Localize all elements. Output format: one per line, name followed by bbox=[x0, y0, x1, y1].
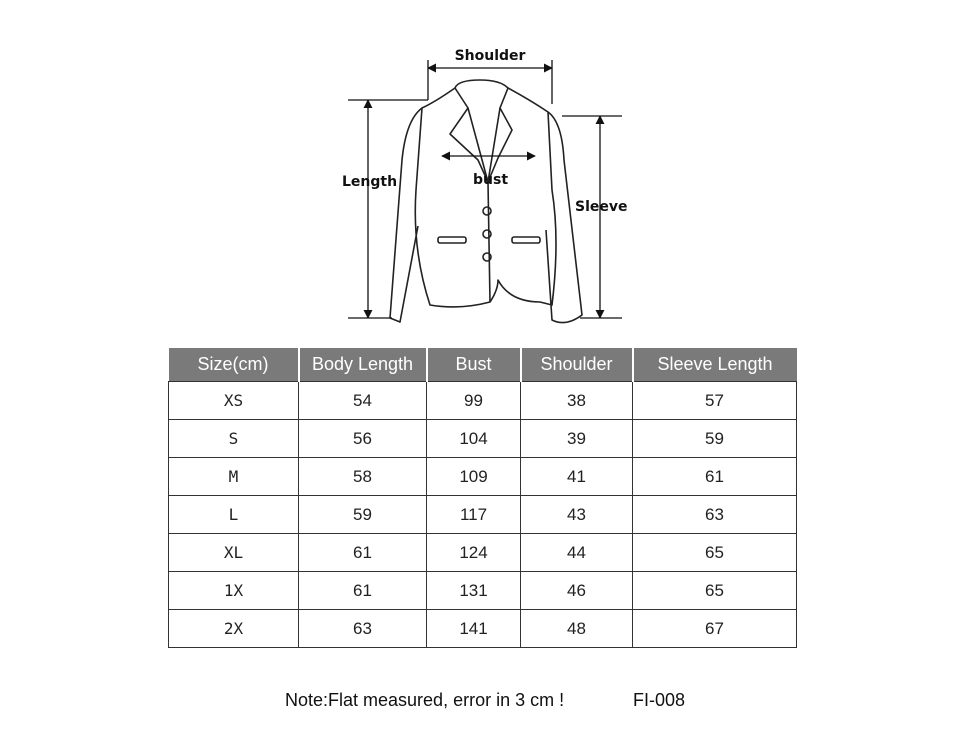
bust-label: bust bbox=[473, 172, 509, 188]
bust-cell: 141 bbox=[427, 610, 521, 648]
table-row bbox=[169, 496, 797, 534]
body-length-cell: 59 bbox=[299, 496, 427, 534]
bust-cell: 109 bbox=[427, 458, 521, 496]
sleeve-length-cell: 63 bbox=[633, 496, 797, 534]
bust-cell: 124 bbox=[427, 534, 521, 572]
measurement-note: Note:Flat measured, error in 3 cm ! bbox=[285, 690, 565, 710]
size-cell: XL bbox=[169, 534, 299, 572]
shoulder-cell: 41 bbox=[521, 458, 633, 496]
body-length-cell: 61 bbox=[299, 572, 427, 610]
table-row bbox=[169, 610, 797, 648]
sleeve-label: Sleeve bbox=[575, 199, 628, 215]
body-length-cell: 58 bbox=[299, 458, 427, 496]
sleeve-length-cell: 57 bbox=[633, 382, 797, 420]
header-size: Size(cm) bbox=[169, 348, 299, 382]
table-row bbox=[169, 382, 797, 420]
jacket-measurement-diagram bbox=[330, 40, 630, 330]
shoulder-label: Shoulder bbox=[454, 48, 526, 64]
body-length-cell: 56 bbox=[299, 420, 427, 458]
bust-cell: 131 bbox=[427, 572, 521, 610]
size-cell: S bbox=[169, 420, 299, 458]
table-row bbox=[169, 572, 797, 610]
size-cell: M bbox=[169, 458, 299, 496]
shoulder-cell: 44 bbox=[521, 534, 633, 572]
sleeve-length-cell: 67 bbox=[633, 610, 797, 648]
size-chart-table bbox=[168, 348, 797, 648]
shoulder-cell: 39 bbox=[521, 420, 633, 458]
header-sleeve-length: Sleeve Length bbox=[633, 348, 797, 382]
table-row bbox=[169, 534, 797, 572]
product-code: FI-008 bbox=[633, 690, 686, 710]
jacket-outline bbox=[390, 80, 582, 323]
body-length-cell: 63 bbox=[299, 610, 427, 648]
header-body-length: Body Length bbox=[299, 348, 427, 382]
header-shoulder: Shoulder bbox=[521, 348, 633, 382]
body-length-cell: 54 bbox=[299, 382, 427, 420]
table-row bbox=[169, 420, 797, 458]
length-label: Length bbox=[342, 174, 398, 190]
body-length-cell: 61 bbox=[299, 534, 427, 572]
sleeve-length-cell: 65 bbox=[633, 572, 797, 610]
header-bust: Bust bbox=[427, 348, 521, 382]
shoulder-cell: 46 bbox=[521, 572, 633, 610]
bust-cell: 104 bbox=[427, 420, 521, 458]
sleeve-length-cell: 65 bbox=[633, 534, 797, 572]
size-cell: 2X bbox=[169, 610, 299, 648]
bust-cell: 99 bbox=[427, 382, 521, 420]
shoulder-cell: 38 bbox=[521, 382, 633, 420]
size-cell: 1X bbox=[169, 572, 299, 610]
shoulder-cell: 48 bbox=[521, 610, 633, 648]
table-row bbox=[169, 458, 797, 496]
size-cell: XS bbox=[169, 382, 299, 420]
sleeve-length-cell: 59 bbox=[633, 420, 797, 458]
table-header-row bbox=[169, 348, 797, 382]
sleeve-length-cell: 61 bbox=[633, 458, 797, 496]
size-cell: L bbox=[169, 496, 299, 534]
bust-cell: 117 bbox=[427, 496, 521, 534]
shoulder-cell: 43 bbox=[521, 496, 633, 534]
